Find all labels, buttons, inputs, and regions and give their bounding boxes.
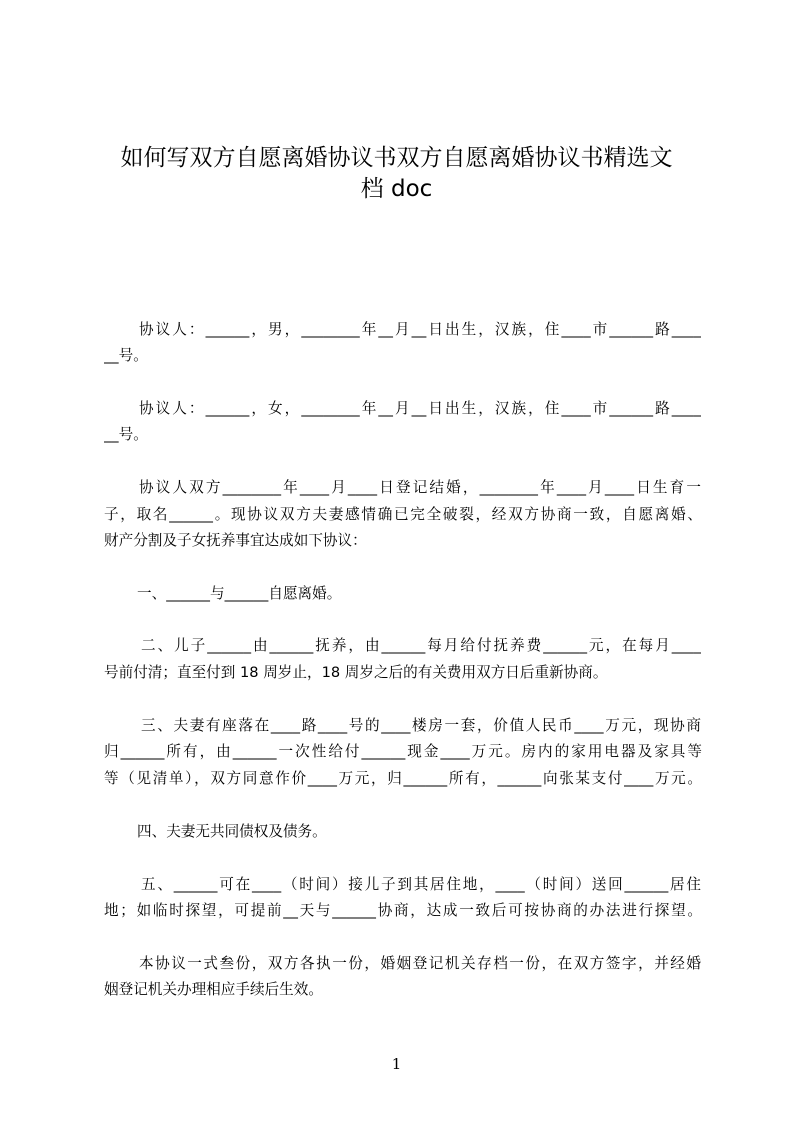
paragraph-1-line-1: 协议人：______，男，________年__月__日出生，汉族，住____市______路____ [139, 321, 701, 338]
paragraph-3-line-3: 财产分割及子女抚养事宜达成如下协议： [104, 532, 367, 549]
clause-3-line-3: 等（见清单），双方同意作价____万元，归______所有，______向张某支付____万元。 [104, 770, 702, 787]
page-number: 1 [391, 1055, 402, 1073]
clause-1-line-1: 一、______与______自愿离婚。 [137, 585, 342, 602]
paragraph-3-line-1: 协议人双方________年____月____日登记结婚，________年____月____日生育一 [139, 479, 701, 496]
clause-2-line-2: 号前付清；直至付到 18 周岁止，18 周岁之后的有关费用双方日后重新协商。 [104, 664, 608, 681]
final-paragraph-line-1: 本协议一式叁份，双方各执一份，婚姻登记机关存档一份，在双方签字，并经婚 [139, 955, 701, 972]
clause-2-line-1: 二、儿子______由______抚养，由______每月给付抚养费______元，在每月____ [141, 637, 701, 654]
clause-5-line-1: 五、______可在____（时间）接儿子到其居住地，____（时间）送回______居住 [141, 876, 701, 893]
document-title-line-2: 档 doc [360, 176, 433, 202]
document-title-line-1: 如何写双方自愿离婚协议书双方自愿离婚协议书精选文 [120, 145, 673, 171]
clause-3-line-1: 三、夫妻有座落在____路____号的____楼房一套，价值人民币____万元，现协商 [141, 717, 701, 734]
final-paragraph-line-2: 姻登记机关办理相应手续后生效。 [104, 981, 323, 998]
paragraph-2-line-2: __号。 [104, 426, 148, 443]
paragraph-1-line-2: __号。 [104, 347, 148, 364]
paragraph-2-line-1: 协议人：______，女，________年__月__日出生，汉族，住____市______路____ [139, 400, 701, 417]
clause-3-line-2: 归______所有，由______一次性给付______现金____万元。房内的家用电器及家具等 [104, 743, 702, 760]
clause-4-line-1: 四、夫妻无共同债权及债务。 [137, 823, 327, 840]
clause-5-line-2: 地；如临时探望，可提前__天与______协商，达成一致后可按协商的办法进行探望。 [104, 902, 702, 919]
paragraph-3-line-2: 子，取名______。现协议双方夫妻感情确已完全破裂，经双方协商一致，自愿离婚、 [104, 506, 702, 523]
